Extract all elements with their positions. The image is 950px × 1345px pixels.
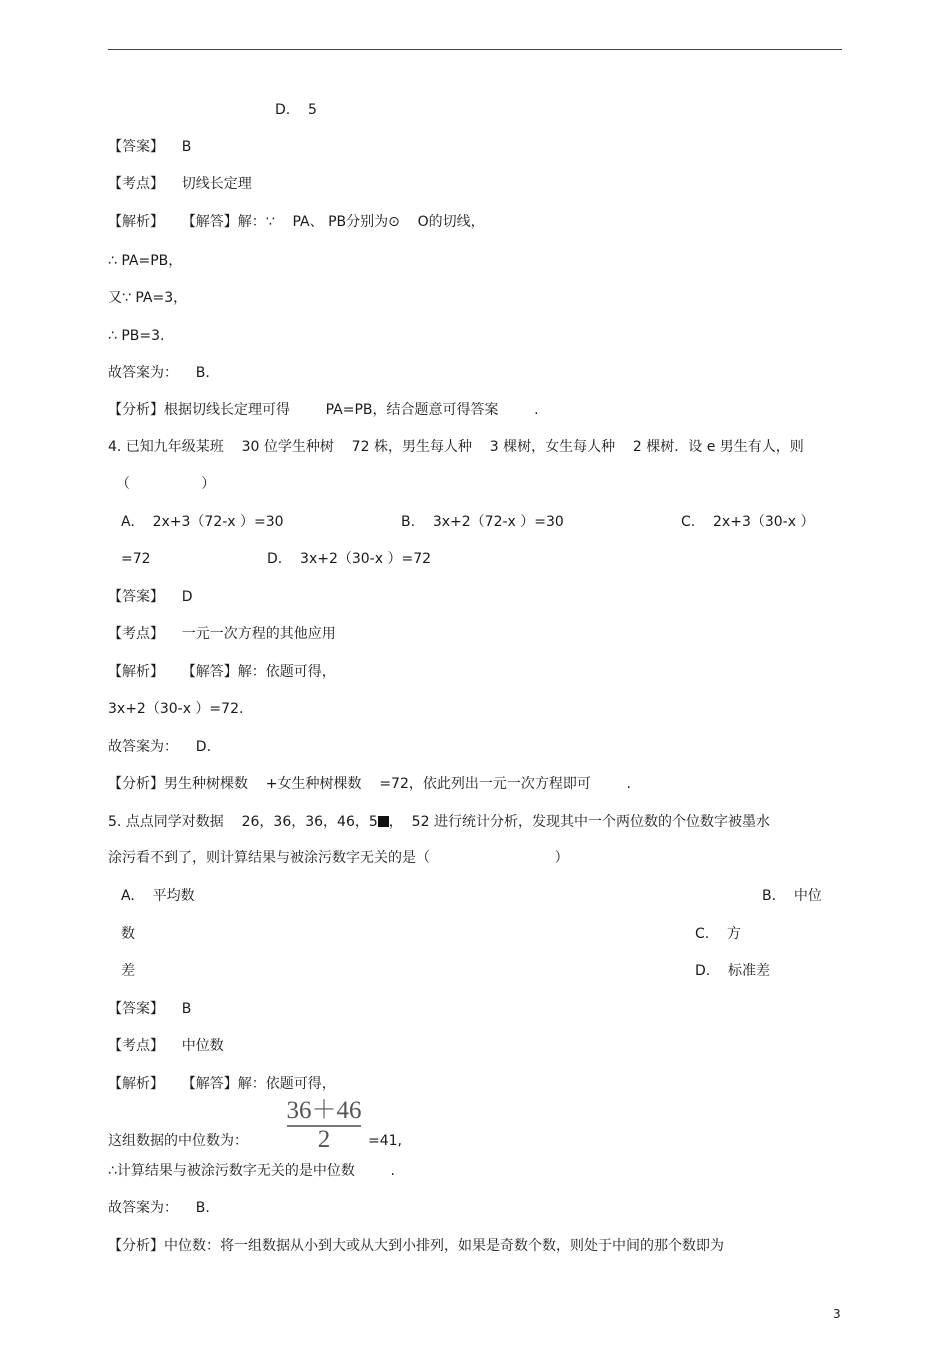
q5-final: 故答案为： B. <box>108 1200 210 1216</box>
q5-option-c-cont: 差 <box>121 963 135 979</box>
prev-answer: 【答案】 B <box>108 139 192 155</box>
q4-answer: 【答案】 D <box>108 589 193 605</box>
q5-option-b-cont: 数 <box>121 926 135 942</box>
q4-point: 【考点】 一元一次方程的其他应用 <box>108 626 336 642</box>
q4-option-c-cont: =72 <box>121 551 151 567</box>
header-rule <box>108 49 842 50</box>
median-fraction <box>285 1097 363 1153</box>
q4-option-b: B. 3x+2（72-x ）=30 <box>401 514 564 530</box>
q5-median-label: 这组数据的中位数为： <box>108 1133 248 1149</box>
q5-analysis: 【解析】 【解答】解：依题可得， <box>108 1076 336 1092</box>
q5-stem-line1 <box>108 813 770 831</box>
prev-final: 故答案为： B. <box>108 365 210 381</box>
fraction-denominator: 2 <box>317 1126 331 1153</box>
q5-median-result: =41, <box>368 1133 402 1149</box>
q4-stem-line2: （ ） <box>116 476 216 492</box>
prev-fenxi: 【分析】根据切线长定理可得 PA=PB，结合题意可得答案 . <box>108 402 539 418</box>
q5-stem-part1: 5. 点点同学对数据 26，36，36，46，5 <box>108 814 378 830</box>
q5-answer: 【答案】 B <box>108 1001 192 1017</box>
q5-stem-line2: 涂污看不到了，则计算结果与被涂污数字无关的是（ ） <box>108 850 569 866</box>
q4-equation: 3x+2（30-x ）=72. <box>108 701 244 717</box>
q5-point: 【考点】 中位数 <box>108 1038 224 1054</box>
q4-option-a: A. 2x+3（72-x ）=30 <box>121 514 284 530</box>
q4-final: 故答案为： D. <box>108 739 212 755</box>
prev-step3: ∴ PB=3. <box>108 328 165 344</box>
q4-option-d: D. 3x+2（30-x ）=72 <box>267 551 432 567</box>
q5-option-a: A. 平均数 <box>121 888 195 904</box>
q5-conclusion: ∴计算结果与被涂污数字无关的是中位数 . <box>108 1163 395 1179</box>
fraction-numerator: 36＋46 <box>286 1097 362 1124</box>
q5-option-c: C. 方 <box>695 926 742 942</box>
q4-option-c: C. 2x+3（30-x ） <box>681 514 815 530</box>
q5-option-b: B. 中位 <box>762 888 822 904</box>
page-number: 3 <box>833 1307 841 1321</box>
q4-fenxi: 【分析】男生种树棵数 +女生种树棵数 =72，依此列出一元一次方程即可 . <box>108 776 631 792</box>
q4-analysis: 【解析】 【解答】解：依题可得， <box>108 664 336 680</box>
q5-fenxi: 【分析】中位数：将一组数据从小到大或从大到小排列，如果是奇数个数，则处于中间的那个数即为 <box>108 1238 724 1254</box>
prev-step2: 又∵ PA=3， <box>108 290 188 306</box>
ink-blot-mark <box>378 816 389 827</box>
q5-stem-part2: ， 52 进行统计分析，发现其中一个两位数的个位数字被墨水 <box>388 814 770 830</box>
prev-point: 【考点】 切线长定理 <box>108 176 252 192</box>
prev-analysis: 【解析】 【解答】解：∵ PA、 PB分别为⊙ O的切线， <box>108 214 485 230</box>
prev-option-d: D. 5 <box>275 102 317 118</box>
prev-step1: ∴ PA=PB， <box>108 253 183 269</box>
q5-option-d: D. 标准差 <box>695 963 771 979</box>
q4-stem-line1: 4. 已知九年级某班 30 位学生种树 72 株，男生每人种 3 棵树，女生每人种 2 棵树．设 e 男生有人，则 <box>108 439 804 455</box>
